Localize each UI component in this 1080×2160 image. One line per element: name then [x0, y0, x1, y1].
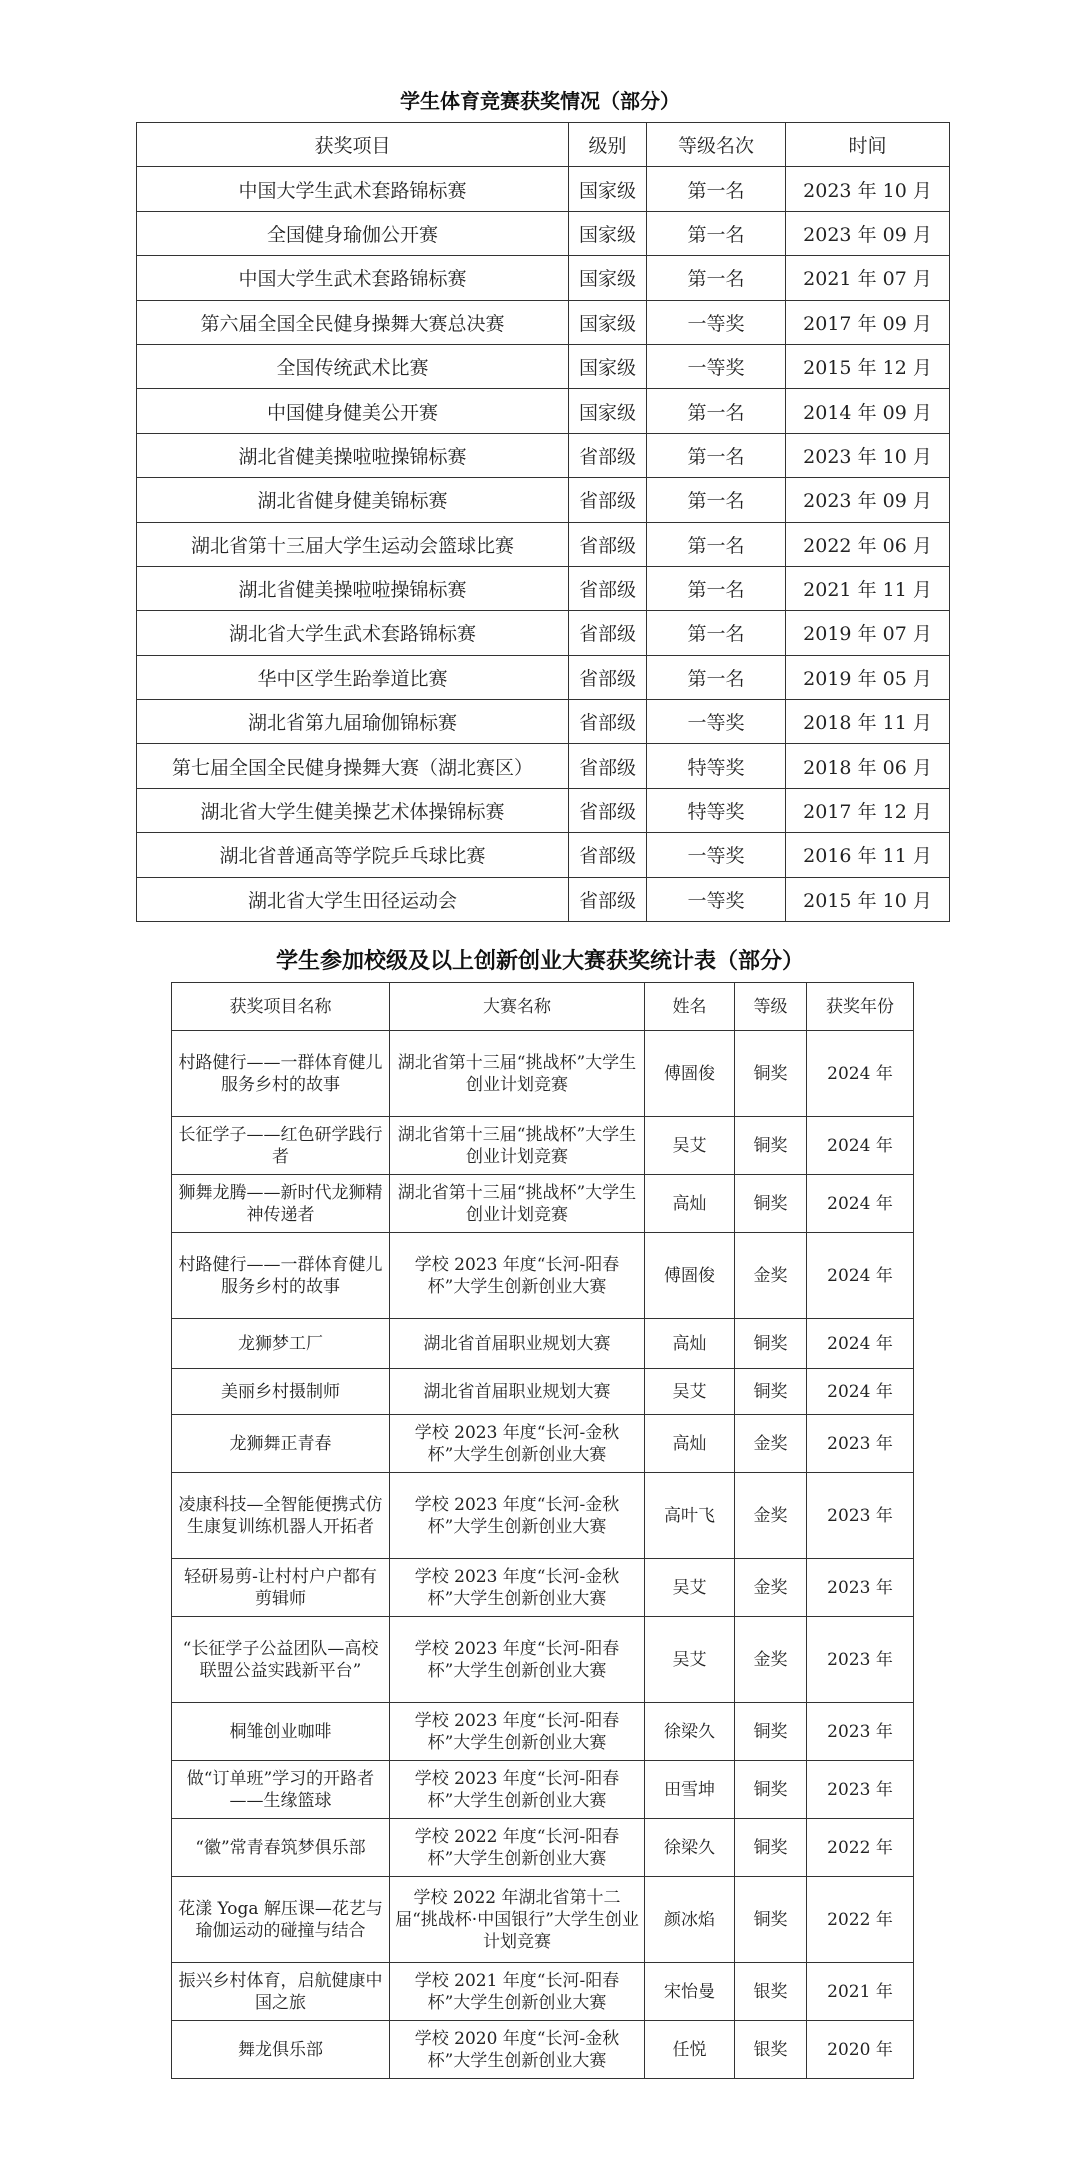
table-cell: 傅圄俊 [645, 1031, 735, 1117]
table-cell: 湖北省第十三届“挑战杯”大学生创业计划竞赛 [390, 1175, 645, 1233]
table-cell: 铜奖 [735, 1031, 807, 1117]
table-cell: 2022 年 06 月 [786, 522, 950, 566]
table-cell: 傅圄俊 [645, 1233, 735, 1319]
table-row [172, 1031, 914, 1117]
table-cell: 学校 2022 年湖北省第十二届“挑战杯·中国银行”大学生创业计划竞赛 [390, 1877, 645, 1963]
table-row [137, 833, 950, 877]
table-cell: 吴艾 [645, 1559, 735, 1617]
table-row [172, 1319, 914, 1369]
table-cell: 高叶飞 [645, 1473, 735, 1559]
table-cell: 2023 年 [807, 1703, 914, 1761]
table-cell: 湖北省健美操啦啦操锦标赛 [137, 566, 569, 610]
table-row [137, 744, 950, 788]
table-cell: 学校 2023 年度“长河-阳春杯”大学生创新创业大赛 [390, 1761, 645, 1819]
table-cell: “长征学子公益团队—高校联盟公益实践新平台” [172, 1617, 390, 1703]
table-cell: 国家级 [569, 389, 647, 433]
table-cell: 2015 年 10 月 [786, 877, 950, 921]
table-cell: 湖北省第十三届“挑战杯”大学生创业计划竞赛 [390, 1117, 645, 1175]
sports-awards-title: 学生体育竞赛获奖情况（部分） [400, 89, 680, 113]
table-cell: 国家级 [569, 344, 647, 388]
table-cell: 2023 年 [807, 1559, 914, 1617]
table-cell: 学校 2021 年度“长河-阳春杯”大学生创新创业大赛 [390, 1963, 645, 2021]
table-row [137, 566, 950, 610]
table-cell: 高灿 [645, 1319, 735, 1369]
table-row [137, 389, 950, 433]
table-cell: 2023 年 [807, 1415, 914, 1473]
column-header: 获奖项目 [137, 123, 569, 167]
table-cell: 湖北省普通高等学院乒乓球比赛 [137, 833, 569, 877]
table-row [172, 1415, 914, 1473]
table-cell: 一等奖 [647, 300, 786, 344]
column-header: 姓名 [645, 983, 735, 1031]
table-cell: 2023 年 09 月 [786, 478, 950, 522]
table-cell: 省部级 [569, 833, 647, 877]
table-cell: 省部级 [569, 611, 647, 655]
table-cell: 徐梁久 [645, 1819, 735, 1877]
table-cell: 学校 2020 年度“长河-金秋杯”大学生创新创业大赛 [390, 2021, 645, 2079]
table-cell: 省部级 [569, 744, 647, 788]
table-cell: 省部级 [569, 700, 647, 744]
table-cell: 华中区学生跆拳道比赛 [137, 655, 569, 699]
table-cell: 特等奖 [647, 788, 786, 832]
table-cell: 省部级 [569, 478, 647, 522]
column-header: 时间 [786, 123, 950, 167]
table-cell: 花漾 Yoga 解压课—花艺与瑜伽运动的碰撞与结合 [172, 1877, 390, 1963]
table-cell: 2018 年 11 月 [786, 700, 950, 744]
table-cell: 金奖 [735, 1559, 807, 1617]
table-cell: 一等奖 [647, 833, 786, 877]
table-cell: 第一名 [647, 211, 786, 255]
table-row [172, 1559, 914, 1617]
innovation-awards-table [171, 982, 914, 2079]
table-cell: 湖北省健美操啦啦操锦标赛 [137, 433, 569, 477]
column-header: 获奖项目名称 [172, 983, 390, 1031]
table-cell: 中国健身健美公开赛 [137, 389, 569, 433]
column-header: 等级名次 [647, 123, 786, 167]
table-cell: 铜奖 [735, 1117, 807, 1175]
table-cell: 学校 2023 年度“长河-金秋杯”大学生创新创业大赛 [390, 1473, 645, 1559]
table-row [172, 1233, 914, 1319]
table-cell: 学校 2023 年度“长河-阳春杯”大学生创新创业大赛 [390, 1233, 645, 1319]
sports-awards-table [136, 122, 950, 922]
table-row [137, 522, 950, 566]
table-cell: 宋怡曼 [645, 1963, 735, 2021]
column-header: 大赛名称 [390, 983, 645, 1031]
table-row [172, 2021, 914, 2079]
table-row [172, 1703, 914, 1761]
table-cell: 第一名 [647, 433, 786, 477]
table-cell: 一等奖 [647, 700, 786, 744]
table-cell: 2015 年 12 月 [786, 344, 950, 388]
table-cell: 2017 年 12 月 [786, 788, 950, 832]
table-cell: 一等奖 [647, 344, 786, 388]
table-row [172, 1819, 914, 1877]
table-cell: 2023 年 10 月 [786, 167, 950, 211]
table-cell: 金奖 [735, 1415, 807, 1473]
table-row [137, 478, 950, 522]
table-cell: 学校 2023 年度“长河-金秋杯”大学生创新创业大赛 [390, 1415, 645, 1473]
table-cell: 国家级 [569, 256, 647, 300]
table-cell: 铜奖 [735, 1369, 807, 1415]
table-row [172, 1117, 914, 1175]
table-cell: 龙狮梦工厂 [172, 1319, 390, 1369]
table-row [172, 1473, 914, 1559]
table-row [172, 1761, 914, 1819]
table-cell: 第一名 [647, 389, 786, 433]
table-cell: 桐雏创业咖啡 [172, 1703, 390, 1761]
table-cell: 狮舞龙腾——新时代龙狮精神传递者 [172, 1175, 390, 1233]
table-cell: 第一名 [647, 522, 786, 566]
table-cell: 2024 年 [807, 1369, 914, 1415]
table-cell: 2019 年 05 月 [786, 655, 950, 699]
table-cell: 湖北省第九届瑜伽锦标赛 [137, 700, 569, 744]
table-cell: 铜奖 [735, 1703, 807, 1761]
table-cell: 2021 年 07 月 [786, 256, 950, 300]
table-row [137, 700, 950, 744]
table-cell: 田雪坤 [645, 1761, 735, 1819]
table-cell: 湖北省第十三届大学生运动会篮球比赛 [137, 522, 569, 566]
column-header: 获奖年份 [807, 983, 914, 1031]
table-row [137, 611, 950, 655]
table-cell: 2023 年 [807, 1617, 914, 1703]
table-cell: 金奖 [735, 1617, 807, 1703]
table-cell: 铜奖 [735, 1877, 807, 1963]
table-cell: 第一名 [647, 655, 786, 699]
table-cell: 省部级 [569, 655, 647, 699]
table-cell: 第一名 [647, 167, 786, 211]
table-row [137, 788, 950, 832]
table-cell: 2024 年 [807, 1117, 914, 1175]
table-cell: 2024 年 [807, 1031, 914, 1117]
table-cell: 2024 年 [807, 1233, 914, 1319]
table-cell: 村路健行——一群体育健儿服务乡村的故事 [172, 1233, 390, 1319]
table-cell: 振兴乡村体育，启航健康中国之旅 [172, 1963, 390, 2021]
table-cell: 中国大学生武术套路锦标赛 [137, 167, 569, 211]
table-row [137, 877, 950, 921]
table-row [172, 1175, 914, 1233]
table-cell: 村路健行——一群体育健儿服务乡村的故事 [172, 1031, 390, 1117]
table-cell: 铜奖 [735, 1819, 807, 1877]
table-cell: 2022 年 [807, 1819, 914, 1877]
table-cell: 2023 年 09 月 [786, 211, 950, 255]
table-cell: 湖北省大学生健美操艺术体操锦标赛 [137, 788, 569, 832]
table-cell: 特等奖 [647, 744, 786, 788]
table-cell: 国家级 [569, 211, 647, 255]
table-row [137, 433, 950, 477]
column-header: 级别 [569, 123, 647, 167]
table-cell: 2021 年 [807, 1963, 914, 2021]
table-cell: 第一名 [647, 566, 786, 610]
table-cell: 第一名 [647, 478, 786, 522]
table-cell: 国家级 [569, 167, 647, 211]
table-cell: 高灿 [645, 1415, 735, 1473]
table-cell: 2023 年 [807, 1761, 914, 1819]
table-cell: 学校 2023 年度“长河-阳春杯”大学生创新创业大赛 [390, 1703, 645, 1761]
table-cell: 2014 年 09 月 [786, 389, 950, 433]
table-cell: 国家级 [569, 300, 647, 344]
table-cell: 2021 年 11 月 [786, 566, 950, 610]
table-row [137, 211, 950, 255]
table-row [137, 167, 950, 211]
table-cell: 湖北省首届职业规划大赛 [390, 1369, 645, 1415]
table-cell: 长征学子——红色研学践行者 [172, 1117, 390, 1175]
table-cell: 第七届全国全民健身操舞大赛（湖北赛区） [137, 744, 569, 788]
table-cell: 2022 年 [807, 1877, 914, 1963]
table-row [172, 1369, 914, 1415]
table-cell: 学校 2023 年度“长河-阳春杯”大学生创新创业大赛 [390, 1617, 645, 1703]
table-cell: 铜奖 [735, 1761, 807, 1819]
table-cell: 铜奖 [735, 1319, 807, 1369]
table-cell: 金奖 [735, 1473, 807, 1559]
table-cell: 徐梁久 [645, 1703, 735, 1761]
table-cell: 第六届全国全民健身操舞大赛总决赛 [137, 300, 569, 344]
table-cell: 吴艾 [645, 1117, 735, 1175]
table-cell: 省部级 [569, 788, 647, 832]
table-row [172, 1963, 914, 2021]
table-cell: 湖北省健身健美锦标赛 [137, 478, 569, 522]
table-cell: 银奖 [735, 1963, 807, 2021]
table-cell: 颜冰焰 [645, 1877, 735, 1963]
table-cell: 湖北省首届职业规划大赛 [390, 1319, 645, 1369]
table-cell: 2016 年 11 月 [786, 833, 950, 877]
table-cell: 全国传统武术比赛 [137, 344, 569, 388]
table-cell: 凌康科技—全智能便携式仿生康复训练机器人开拓者 [172, 1473, 390, 1559]
table-row [172, 1617, 914, 1703]
table-cell: 吴艾 [645, 1369, 735, 1415]
table-cell: 省部级 [569, 877, 647, 921]
table-row [137, 655, 950, 699]
table-row [137, 300, 950, 344]
table-cell: 2019 年 07 月 [786, 611, 950, 655]
table-cell: 一等奖 [647, 877, 786, 921]
table-row [172, 1877, 914, 1963]
table-cell: 湖北省大学生武术套路锦标赛 [137, 611, 569, 655]
table-cell: 2024 年 [807, 1175, 914, 1233]
table-header-row [172, 983, 914, 1031]
table-cell: 学校 2023 年度“长河-金秋杯”大学生创新创业大赛 [390, 1559, 645, 1617]
table-row [137, 256, 950, 300]
table-cell: 省部级 [569, 522, 647, 566]
table-cell: 龙狮舞正青春 [172, 1415, 390, 1473]
table-cell: 2017 年 09 月 [786, 300, 950, 344]
table-cell: 金奖 [735, 1233, 807, 1319]
table-cell: 美丽乡村摄制师 [172, 1369, 390, 1415]
table-cell: 舞龙俱乐部 [172, 2021, 390, 2079]
table-cell: 做“订单班”学习的开路者——生缘篮球 [172, 1761, 390, 1819]
table-cell: 湖北省大学生田径运动会 [137, 877, 569, 921]
innovation-awards-title: 学生参加校级及以上创新创业大赛获奖统计表（部分） [275, 949, 804, 974]
table-cell: 湖北省第十三届“挑战杯”大学生创业计划竞赛 [390, 1031, 645, 1117]
table-cell: “徽”常青春筑梦俱乐部 [172, 1819, 390, 1877]
table-cell: 2023 年 10 月 [786, 433, 950, 477]
table-cell: 2024 年 [807, 1319, 914, 1369]
table-cell: 第一名 [647, 256, 786, 300]
table-row [137, 344, 950, 388]
table-cell: 全国健身瑜伽公开赛 [137, 211, 569, 255]
column-header: 等级 [735, 983, 807, 1031]
table-cell: 吴艾 [645, 1617, 735, 1703]
table-cell: 任悦 [645, 2021, 735, 2079]
table-cell: 第一名 [647, 611, 786, 655]
table-cell: 铜奖 [735, 1175, 807, 1233]
table-cell: 2020 年 [807, 2021, 914, 2079]
table-cell: 中国大学生武术套路锦标赛 [137, 256, 569, 300]
table-cell: 2018 年 06 月 [786, 744, 950, 788]
table-header-row [137, 123, 950, 167]
table-cell: 高灿 [645, 1175, 735, 1233]
table-cell: 银奖 [735, 2021, 807, 2079]
table-cell: 轻研易剪-让村村户户都有剪辑师 [172, 1559, 390, 1617]
table-cell: 2023 年 [807, 1473, 914, 1559]
table-cell: 省部级 [569, 433, 647, 477]
table-cell: 学校 2022 年度“长河-阳春杯”大学生创新创业大赛 [390, 1819, 645, 1877]
table-cell: 省部级 [569, 566, 647, 610]
